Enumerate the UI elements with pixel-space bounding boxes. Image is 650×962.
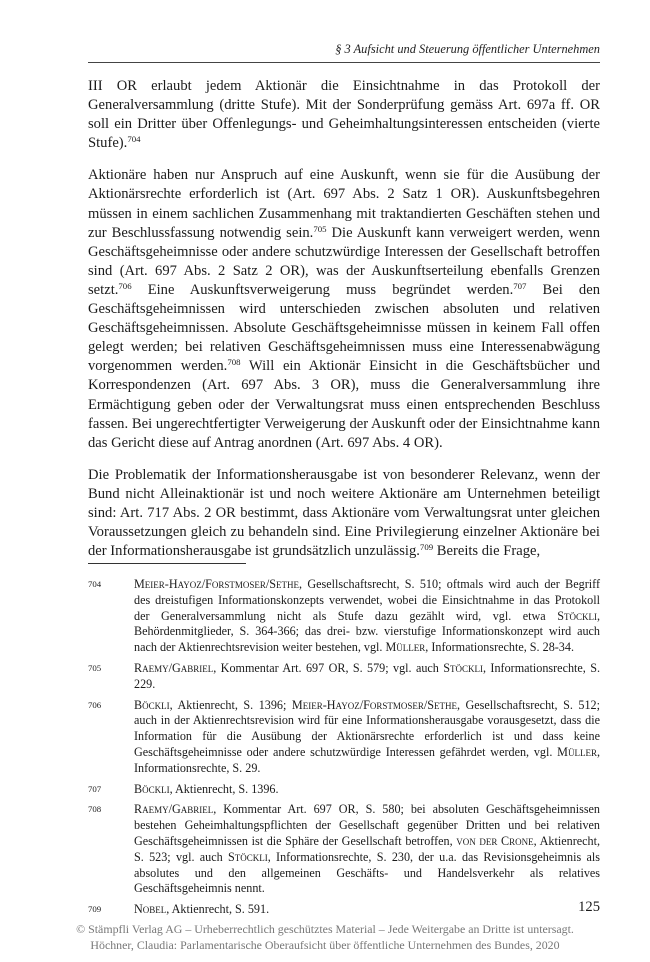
- footnote-text-part: , Gesellschaftsrecht, S. 510; oftmals wird auch der Begriff des dreistufigen Informationskonzepts verwendet, wobei die Einsichtnahme in das Protokoll der Generalversammlung nicht als Stufe dazu gezählt wird, vgl. etwa: [134, 577, 600, 623]
- footnote-number: 707: [88, 783, 102, 794]
- footnote: [88, 802, 600, 897]
- copyright-line: © Stämpfli Verlag AG – Urheberrechtlich geschütztes Material – Jede Weitergabe an Dritte ist untersagt.: [76, 922, 574, 936]
- author-name: Stöckli: [557, 608, 597, 623]
- running-header: § 3 Aufsicht und Steuerung öffentlicher Unternehmen: [335, 42, 600, 56]
- footnote-text-part: , Aktienrecht, S. 591.: [166, 902, 270, 917]
- citation-line: Höchner, Claudia: Parlamentarische Oberaufsicht über öffentliche Unternehmen des Bundes, 2020: [90, 938, 560, 952]
- footnote-number: 708: [88, 804, 102, 815]
- footnote-ref[interactable]: 709: [419, 542, 434, 553]
- footnote-number: 705: [88, 662, 102, 673]
- footnote-text-part: , Kommentar Art. 697 OR, S. 580; bei absoluten Geschäftsgeheimnissen bestehen Geheimhaltungspflichten der Gesellschaft gegenüber Dritten und bei relativen Geschäftsgeheimnissen ist die Sphäre der Gesellschaft betroffen,: [134, 802, 600, 848]
- footnote-text: [134, 902, 600, 918]
- footnote-ref[interactable]: 708: [227, 357, 241, 368]
- footnote-text-part: , Aktienrecht, S. 523; vgl. auch: [134, 833, 601, 864]
- author-name: Nobel: [134, 902, 167, 917]
- page-number: 125: [578, 899, 600, 915]
- body-text: [88, 77, 600, 561]
- paragraph-text: Eine Auskunftsverweigerung muss begründet werden.: [131, 281, 514, 298]
- footnote-ref[interactable]: 707: [513, 280, 527, 291]
- footnote-ref[interactable]: 706: [118, 280, 132, 291]
- author-name: von der Crone: [456, 833, 534, 848]
- header-rule: [88, 62, 600, 63]
- copyright-notice: [0, 921, 650, 953]
- footnote: [88, 661, 600, 693]
- footnote-text-part: , Informationsrechte, S. 230, der u.a. das Revisionsgeheimnis als absolutes und den allgemeinen Geschäfts- und Handelsverkehr als relatives Geschäftsgeheimnis nennt.: [134, 849, 600, 896]
- footnote-text-part: , Informationsrechte, S. 229.: [134, 660, 600, 691]
- footnote: [88, 782, 600, 798]
- footnote-separator: [88, 563, 246, 564]
- paragraph-1: [88, 77, 600, 153]
- footnote-text-part: , Informationsrechte, S. 28-34.: [425, 640, 574, 655]
- footnote: [88, 577, 600, 656]
- footnote-text: [134, 802, 600, 897]
- author-name: Müller: [385, 640, 426, 655]
- footnote-text: [134, 698, 600, 777]
- footnote-text-part: , Behördenmitglieder, S. 364-366; das drei- bzw. vierstufige Informationskonzept wird auch nach der Aktienrechtsrevision weiter bestehen, vgl.: [134, 608, 600, 655]
- paragraph-text: Bei den Geschäftsgeheimnissen wird unterschieden zwischen absoluten und relativen Geschäftsgeheimnissen. Absolute Geschäftsgeheimnisse müssen in keinem Fall offen gelegt werden; bei relativen Geschäftsgeheimnissen muss eine Interessenabwägung vorgenommen werden.: [88, 281, 600, 375]
- author-name: Stöckli: [227, 849, 268, 864]
- paragraph-text: III OR erlaubt jedem Aktionär die Einsichtnahme in das Protokoll der Generalversammlung (dritte Stufe). Mit der Sonderprüfung gemäss Art. 697a ff. OR soll ein Dritter über Offenlegungs- und Geheimhaltungsinteressen entscheiden (vierte Stufe).: [88, 78, 600, 152]
- paragraph-text: Will ein Aktionär Einsicht in die Geschäftsbücher und Korrespondenzen (Art. 697 Abs. 3 OR), muss die Generalversammlung ihre Ermächtigung geben oder der Verwaltungsrat muss einen entsprechenden Beschluss fassen. Bei ungerechtfertigter Verweigerung der Auskunft oder der Einsichtnahme kann das Gericht diese auf Antrag anordnen (Art. 697 Abs. 4 OR).: [88, 358, 601, 451]
- footnote-ref[interactable]: 705: [313, 223, 327, 234]
- author-name: Raemy/Gabriel: [134, 660, 214, 675]
- footnote-text: [134, 661, 600, 693]
- paragraph-text: Die Auskunft kann verweigert werden, wenn Geschäftsgeheimnisse oder andere schutzwürdige Interessen der Gesellschaft betroffen sind (Art. 697 Abs. 2 Satz 2 OR), was der Auskunftserteilung ebenfalls Grenzen setzt.: [88, 224, 600, 298]
- author-name: Meier-Hayoz/Forstmoser/Sethe: [291, 697, 457, 712]
- footnote-text: [134, 782, 600, 798]
- paragraph-text: Bereits die Frage,: [433, 543, 541, 560]
- author-name: Meier-Hayoz/Forstmoser/Sethe: [134, 577, 300, 591]
- author-name: Raemy/Gabriel: [134, 802, 214, 817]
- footnote: [88, 698, 600, 777]
- footnote-text: [134, 577, 600, 656]
- footnote-text-part: , Informationsrechte, S. 29.: [134, 744, 600, 775]
- author-name: Böckli: [134, 697, 170, 712]
- author-name: Müller: [557, 744, 597, 759]
- author-name: Stöckli: [443, 660, 483, 675]
- footnote-number: 704: [88, 579, 102, 589]
- footnote: [88, 902, 600, 918]
- footnote-text-part: , Aktienrecht, S. 1396;: [169, 697, 292, 712]
- footnote-text-part: , Aktienrecht, S. 1396.: [169, 781, 279, 796]
- footnote-number: 706: [88, 699, 102, 710]
- author-name: Böckli: [134, 781, 170, 796]
- paragraph-3: [88, 466, 600, 561]
- footnotes: [88, 577, 600, 923]
- footnote-text-part: , Gesellschaftsrecht, S. 512; auch in der Aktienrechtsrevision wird für eine Informationsherausgabe vorausgesetzt, dass die Information für die Ausübung der Aktionärsrechte erforderlich ist und dass keine Geschäftsgeheimnisse oder andere schutzwürdige Interessen gefährdet werden, vgl.: [134, 697, 600, 759]
- footnote-ref[interactable]: 704: [127, 134, 141, 145]
- footnote-number: 709: [88, 904, 102, 915]
- paragraph-text: Die Problematik der Informationsherausgabe ist von besonderer Relevanz, wenn der Bund nicht Alleinaktionär ist und noch weitere Aktionäre am Unternehmen beteiligt sind: Art. 717 Abs. 2 OR bestimmt, dass Aktionäre vom Verwaltungsrat unter gleichen Voraussetzungen gleich zu behandeln sind. Eine Privilegierung einzelner Aktionäre bei der Informationsherausgabe ist grundsätzlich unzulässig.: [88, 466, 600, 560]
- footnote-text-part: , Kommentar Art. 697 OR, S. 579; vgl. auch: [213, 660, 444, 675]
- paragraph-text: Aktionäre haben nur Anspruch auf eine Auskunft, wenn sie für die Ausübung der Aktionärsrechte erforderlich ist (Art. 697 Abs. 2 Satz 1 OR). Auskunftsbegehren müssen in einem sachlichen Zusammenhang mit traktandierten Geschäften stehen und zur Beschlussfassung notwendig sein.: [88, 167, 600, 241]
- paragraph-2: [88, 166, 600, 452]
